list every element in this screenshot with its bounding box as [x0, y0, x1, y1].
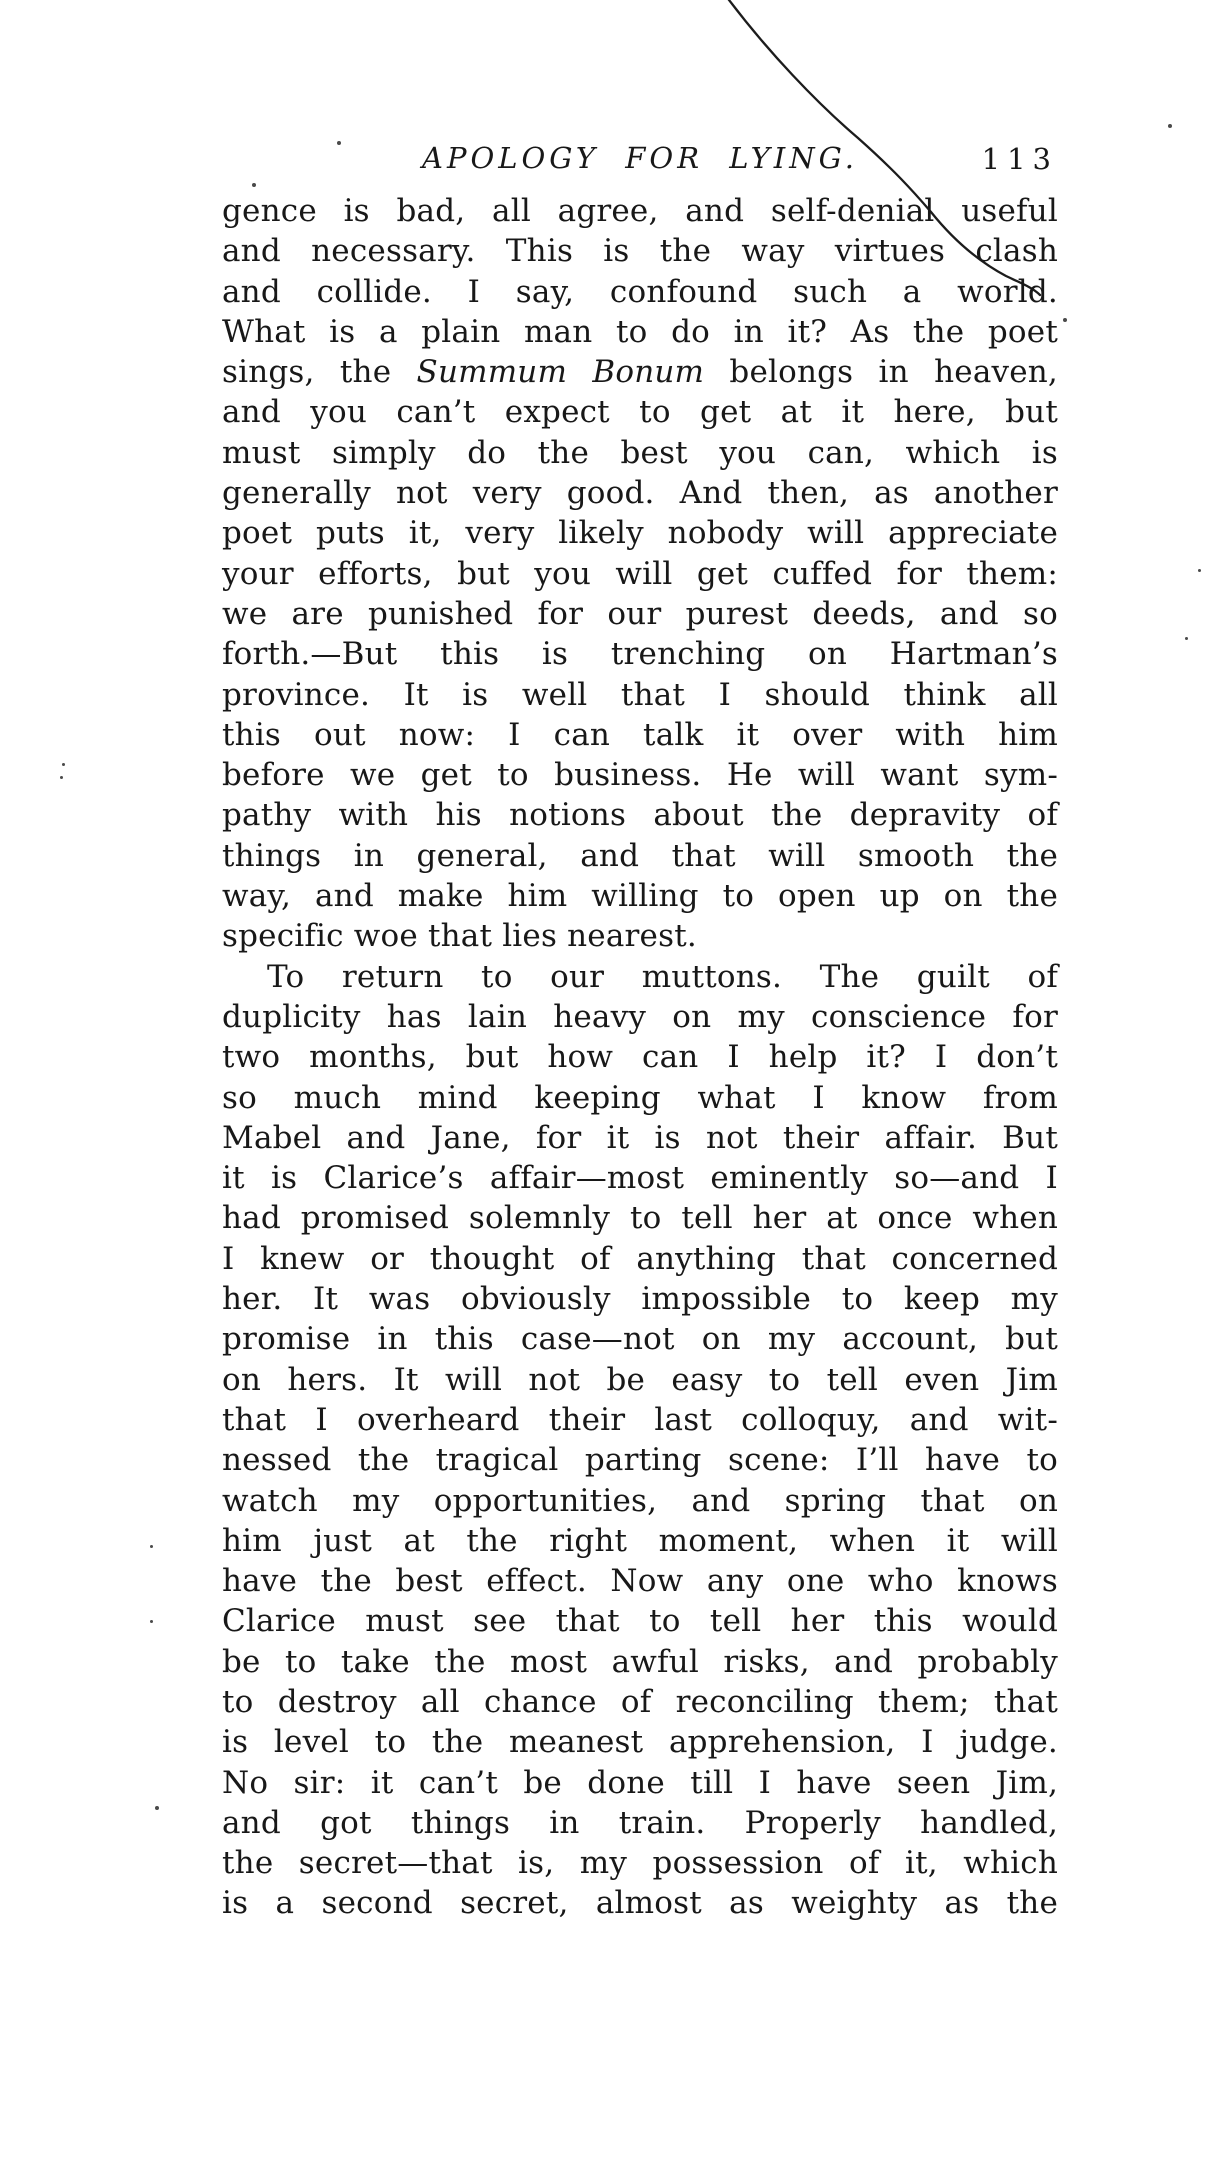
text-segment: Mabel and Jane, for it is not their affair. But [222, 1119, 1058, 1156]
text-segment: and necessary. This is the way virtues clash [222, 233, 1058, 270]
text-segment: two months, but how can I help it? I don’t [222, 1039, 1058, 1076]
text-line [222, 1642, 1058, 1682]
text-segment: I knew or thought of anything that concerned [222, 1240, 1058, 1277]
text-line [222, 1803, 1058, 1843]
text-line [222, 1360, 1058, 1400]
text-line [222, 1601, 1058, 1641]
text-line [222, 1481, 1058, 1521]
text-line [222, 1198, 1058, 1238]
scan-speck [1185, 637, 1188, 640]
text-line [222, 1400, 1058, 1440]
text-segment: your efforts, but you will get cuffed for them: [222, 555, 1058, 592]
paragraph [222, 957, 1058, 1924]
text-segment: and got things in train. Properly handled, [222, 1804, 1058, 1841]
text-line [222, 513, 1058, 553]
text-segment: is a second secret, almost as weighty as the [222, 1885, 1058, 1922]
text-segment: that I overheard their last colloquy, and wit- [222, 1401, 1058, 1438]
text-line [222, 1521, 1058, 1561]
text-segment: must simply do the best you can, which is [222, 434, 1058, 471]
text-line [222, 1239, 1058, 1279]
text-segment: way, and make him willing to open up on the [222, 878, 1058, 915]
text-line [222, 1883, 1058, 1923]
text-segment: forth.—But this is trenching on Hartman’s [222, 636, 1058, 673]
scan-speck [1168, 124, 1172, 128]
text-line [222, 1319, 1058, 1359]
text-segment: the secret—that is, my possession of it, which [222, 1845, 1058, 1882]
text-segment: specific woe that lies nearest. [222, 918, 697, 955]
text-line [222, 272, 1058, 312]
scan-speck [62, 763, 65, 766]
text-block [222, 191, 1058, 1924]
text-segment: on hers. It will not be easy to tell even Jim [222, 1361, 1058, 1398]
scan-speck [252, 183, 256, 187]
text-segment: and you can’t expect to get at it here, but [222, 394, 1058, 431]
text-line [222, 795, 1058, 835]
text-segment: and collide. I say, confound such a world. [222, 273, 1058, 310]
text-line [222, 594, 1058, 634]
text-segment: have the best effect. Now any one who knows [222, 1563, 1058, 1600]
text-line [222, 433, 1058, 473]
text-segment: No sir: it can’t be done till I have seen Jim, [222, 1764, 1058, 1801]
text-line [222, 1843, 1058, 1883]
text-line [222, 1118, 1058, 1158]
text-segment: be to take the most awful risks, and probably [222, 1643, 1058, 1680]
text-segment: had promised solemnly to tell her at once when [222, 1200, 1058, 1237]
text-segment: before we get to business. He will want sym- [222, 757, 1058, 794]
text-segment: is level to the meanest apprehension, I judge. [222, 1724, 1058, 1761]
text-segment: to destroy all chance of reconciling them; that [222, 1683, 1058, 1720]
page-number: 113 [981, 142, 1058, 176]
scan-speck [150, 1620, 153, 1623]
text-line [222, 554, 1058, 594]
text-segment: this out now: I can talk it over with him [222, 716, 1058, 753]
text-line [222, 191, 1058, 231]
scan-speck [155, 1806, 159, 1810]
running-header [222, 141, 1058, 183]
text-line [222, 231, 1058, 271]
text-line [222, 1561, 1058, 1601]
paragraph [222, 191, 1058, 957]
text-segment: belongs in heaven, [704, 354, 1058, 391]
text-line [222, 473, 1058, 513]
text-segment: province. It is well that I should think all [222, 676, 1058, 713]
text-line [222, 755, 1058, 795]
text-segment: poet puts it, very likely nobody will appreciate [222, 515, 1058, 552]
text-line [222, 876, 1058, 916]
text-line [222, 715, 1058, 755]
text-segment: duplicity has lain heavy on my conscience for [222, 998, 1058, 1035]
text-line [222, 634, 1058, 674]
text-line [222, 1722, 1058, 1762]
text-line [222, 352, 1058, 392]
text-segment: so much mind keeping what I know from [222, 1079, 1058, 1116]
text-line [222, 1440, 1058, 1480]
text-segment: gence is bad, all agree, and self-denial useful [222, 193, 1058, 229]
text-line [222, 836, 1058, 876]
text-segment: watch my opportunities, and spring that on [222, 1482, 1058, 1519]
text-line [222, 1078, 1058, 1118]
text-line [222, 997, 1058, 1037]
scan-speck [150, 1545, 153, 1548]
text-segment: things in general, and that will smooth the [222, 837, 1058, 874]
text-segment: To return to our muttons. The guilt of [267, 958, 1058, 995]
italic-phrase: Summum Bonum [416, 354, 705, 391]
text-line [222, 312, 1058, 352]
text-line [222, 1682, 1058, 1722]
scan-speck [1198, 569, 1201, 572]
text-segment: sings, the [222, 354, 417, 391]
text-segment: What is a plain man to do in it? As the poet [222, 313, 1058, 350]
text-segment: him just at the right moment, when it will [222, 1522, 1058, 1559]
text-segment: it is Clarice’s affair—most eminently so—and I [222, 1160, 1058, 1197]
text-segment: Clarice must see that to tell her this would [222, 1603, 1058, 1640]
text-segment: nessed the tragical parting scene: I’ll have to [222, 1442, 1058, 1479]
text-line [222, 916, 1058, 956]
text-line [222, 675, 1058, 715]
text-line [222, 1158, 1058, 1198]
scan-speck [60, 776, 63, 779]
text-line [222, 392, 1058, 432]
text-segment: generally not very good. And then, as another [222, 475, 1058, 512]
text-line [222, 1037, 1058, 1077]
text-line [222, 957, 1058, 997]
text-segment: her. It was obviously impossible to keep my [222, 1281, 1058, 1318]
text-segment: promise in this case—not on my account, but [222, 1321, 1058, 1358]
text-line [222, 1763, 1058, 1803]
page-title: APOLOGY FOR LYING. [422, 141, 858, 175]
text-segment: we are punished for our purest deeds, and so [222, 595, 1058, 632]
scan-speck [1063, 318, 1067, 322]
text-line [222, 1279, 1058, 1319]
text-segment: pathy with his notions about the depravity of [222, 797, 1058, 834]
